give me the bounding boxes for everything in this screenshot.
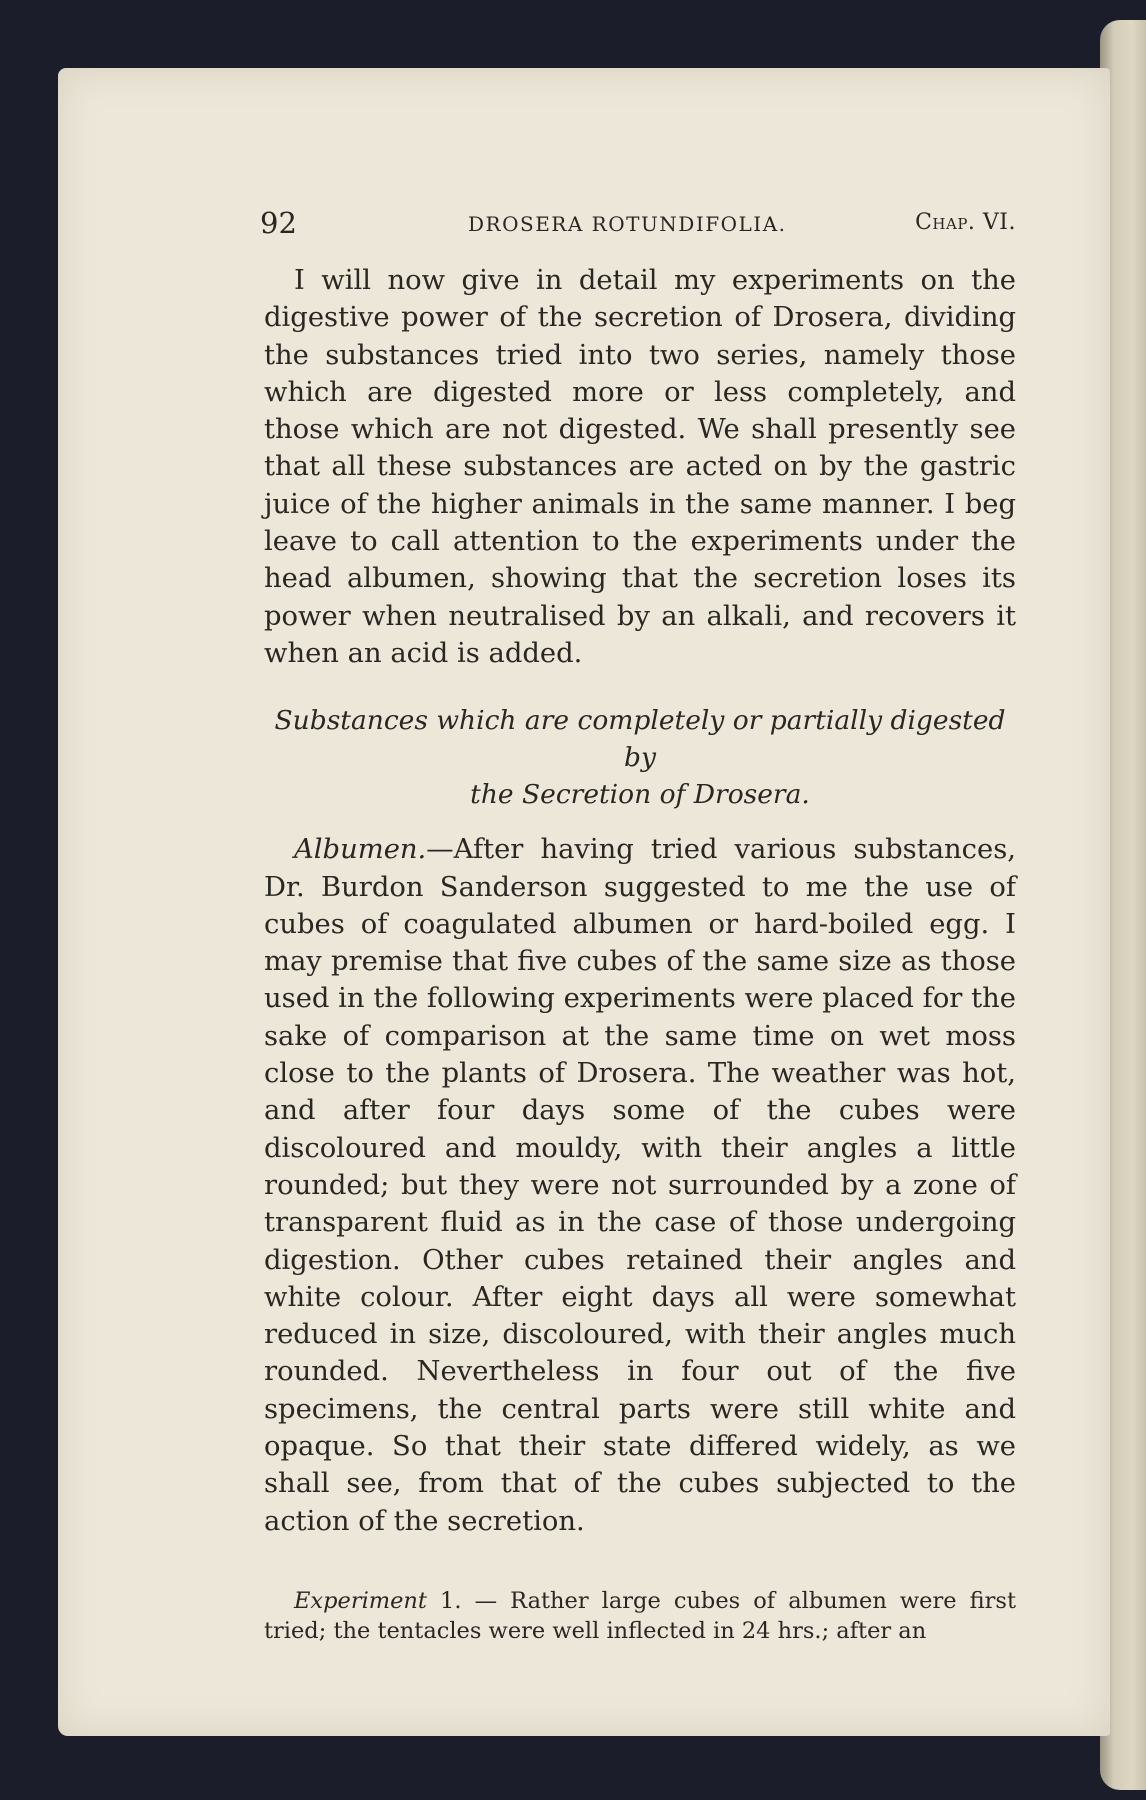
- paragraph-albumen-lead: Albumen.: [294, 834, 427, 866]
- paragraph-experiment-text: 1. — Rather large cubes of albumen were first tried; the tentacles were well inflected in 24 hrs.; after an: [264, 1587, 1016, 1644]
- paragraph-albumen: [264, 831, 1016, 1540]
- section-heading-line-1: Substances which are completely or partially digested by: [274, 705, 1006, 774]
- section-heading: [264, 702, 1016, 813]
- paragraph-intro: I will now give in detail my experiments on the digestive power of the secretion of Drosera, dividing the substances tried into two series, namely those which are digested more or less completely, and those which are not digested. We shall presently see that all these substances are acted on by the gastric juice of the higher animals in the same manner. I beg leave to call attention to the experiments under the head albumen, showing that the secretion loses its power when neutralised by an alkali, and recovers it when an acid is added.: [264, 265, 1016, 669]
- page-number: 92: [260, 206, 297, 240]
- section-heading-line-2: the Secretion of Drosera.: [470, 779, 810, 811]
- page-header: [260, 206, 1016, 246]
- paragraph-albumen-text: —After having tried various substances, Dr. Burdon Sanderson suggested to me the use of cubes of coagulated albumen or hard-boiled egg. I may premise that five cubes of the same size as those used in the following experiments were placed for the sake of comparison at the same time on wet moss close to the plants of Drosera. The weather was hot, and after four days some of the cubes were discoloured and mouldy, with their angles a little rounded; but they were not surrounded by a zone of transparent fluid as in the case of those undergoing digestion. Other cubes retained their angles and white colour. After eight days all were somewhat reduced in size, discoloured, with their angles much rounded. Nevertheless in four out of the five specimens, the central parts were still white and opaque. So that their state differed widely, as we shall see, from that of the cubes subjected to the action of the secretion.: [264, 834, 1016, 1537]
- running-title: DROSERA ROTUNDIFOLIA.: [468, 212, 787, 236]
- paragraph-experiment-lead: Experiment: [294, 1587, 427, 1614]
- page-body: [264, 262, 1016, 1646]
- chapter-label: Chap. VI.: [915, 210, 1016, 235]
- paragraph-experiment: [264, 1586, 1016, 1646]
